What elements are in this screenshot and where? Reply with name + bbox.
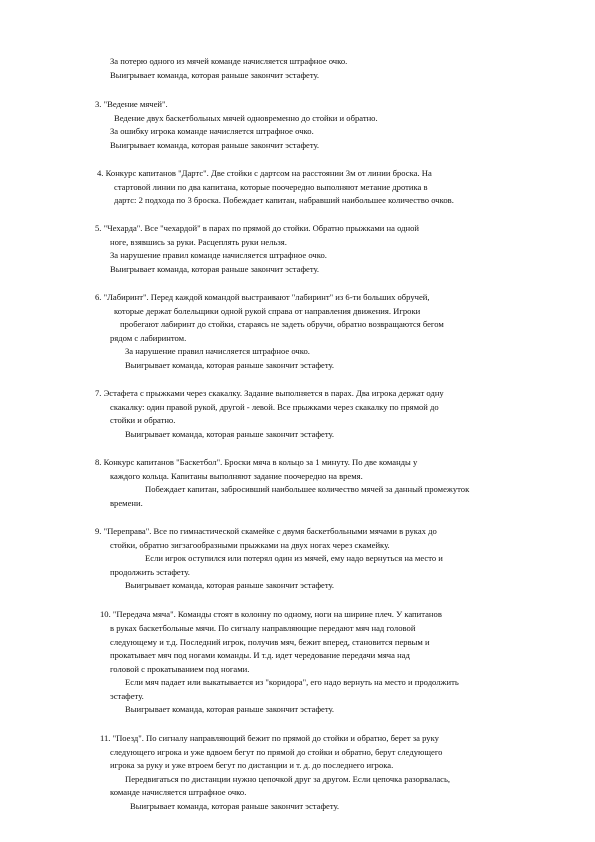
text-line: стартовой линии по два капитана, которые поочередно выполняют метание дротика в: [114, 182, 428, 192]
text-line: Побеждает капитан, забросивший наибольшее количество мячей за данный промежуток: [145, 484, 470, 494]
section-heading: 10. "Передача мяча". Команды стоят в колонну по одному, ноги на ширине плеч. У капитанов: [100, 609, 442, 619]
text-line: За нарушение правил начисляется штрафное очко.: [125, 346, 310, 356]
text-line: Если мяч падает или выкатывается из "коридора", его надо вернуть на место и продолжить: [125, 677, 459, 687]
text-line: которые держат болельщики одной рукой справа от направления движения. Игроки: [114, 306, 421, 316]
text-line: Выигрывает команда, которая раньше закончит эстафету.: [110, 140, 320, 150]
section-heading: 4. Конкурс капитанов "Дартс". Две стойки с дартсом на расстоянии 3м от линии броска. На: [97, 168, 432, 178]
text-line: следующего игрока и уже вдвоем бегут по прямой до стойки и обратно, берут следующего: [110, 747, 443, 757]
text-line: времени.: [110, 498, 143, 508]
text-line: Выигрывает команда, которая раньше закончит эстафету.: [125, 360, 335, 370]
text-line: За ошибку игрока команде начисляется штрафное очко.: [110, 126, 314, 136]
text-line: пробегают лабиринт до стойки, стараясь не задеть обручи, обратно возвращаются бегом: [120, 319, 444, 329]
text-line: продолжить эстафету.: [110, 567, 190, 577]
text-line: прокатывает мяч под ногами команды. И т.д. идет чередование передачи мяча над: [110, 650, 410, 660]
section-heading: 11. "Поезд". По сигналу направляющий бежит по прямой до стойки и обратно, берет за руку: [100, 733, 439, 743]
text-line: Передвигаться по дистанции нужно цепочкой друг за другом. Если цепочка разорвалась,: [125, 774, 451, 784]
section-heading: 6. "Лабиринт". Перед каждой командой выстраивают "лабиринт" из 6-ти больших обручей,: [95, 292, 430, 302]
section-heading: 5. "Чехарда". Все "чехардой" в парах по прямой до стойки. Обратно прыжками на одной: [95, 223, 420, 233]
text-line: Выигрывает команда, которая раньше закончит эстафету.: [125, 704, 335, 714]
text-line: Выигрывает команда, которая раньше закончит эстафету.: [110, 70, 320, 80]
section-heading: 9. "Переправа". Все по гимнастической скамейке с двумя баскетбольными мячами в руках до: [95, 526, 437, 536]
text-line: Ведение двух баскетбольных мячей одновременно до стойки и обратно.: [114, 113, 378, 123]
text-line: следующему и т.д. Последний игрок, получив мяч, бежит вперед, становится первым и: [110, 637, 430, 647]
text-line: За нарушение правил команде начисляется штрафное очко.: [110, 250, 327, 260]
text-line: Если игрок оступился или потерял один из мячей, ему надо вернуться на место и: [145, 553, 443, 563]
text-line: стойки, обратно зигзагообразными прыжками на двух ногах через скамейку.: [110, 540, 390, 550]
section-heading: 7. Эстафета с прыжками через скакалку. Задание выполняется в парах. Два игрока держат одну: [95, 388, 444, 398]
text-line: За потерю одного из мячей команде начисляется штрафное очко.: [110, 56, 348, 66]
text-line: Выигрывает команда, которая раньше закончит эстафету.: [125, 580, 335, 590]
text-line: игрока за руку и уже втроем бегут по дистанции и т. д. до последнего игрока.: [110, 760, 394, 770]
text-line: в руках баскетбольные мячи. По сигналу направляющие передают мяч над головой: [110, 623, 416, 633]
text-line: Выигрывает команда, которая раньше закончит эстафету.: [130, 801, 340, 811]
section-heading: 8. Конкурс капитанов "Баскетбол". Броски мяча в кольцо за 1 минуту. По две команды у: [95, 457, 418, 467]
text-line: дартс: 2 подхода по 3 броска. Побеждает капитан, набравший наибольшее количество очков.: [114, 195, 454, 205]
text-line: стойки и обратно.: [110, 415, 176, 425]
text-line: Выигрывает команда, которая раньше закончит эстафету.: [125, 429, 335, 439]
text-line: скакалку: один правой рукой, другой - левой. Все прыжками через скакалку по прямой до: [110, 402, 439, 412]
text-line: Выигрывает команда, которая раньше закончит эстафету.: [110, 264, 320, 274]
text-line: головой с прокатыванием под ногами.: [110, 664, 250, 674]
text-line: каждого кольца. Капитаны выполняют задание поочередно на время.: [110, 471, 363, 481]
text-line: ноге, взявшись за руки. Расцеплять руки нельзя.: [110, 237, 287, 247]
section-heading: 3. "Ведение мячей".: [95, 99, 168, 109]
text-line: команде начисляется штрафное очко.: [110, 787, 247, 797]
text-line: рядом с лабиринтом.: [110, 333, 187, 343]
text-line: эстафету.: [110, 691, 144, 701]
